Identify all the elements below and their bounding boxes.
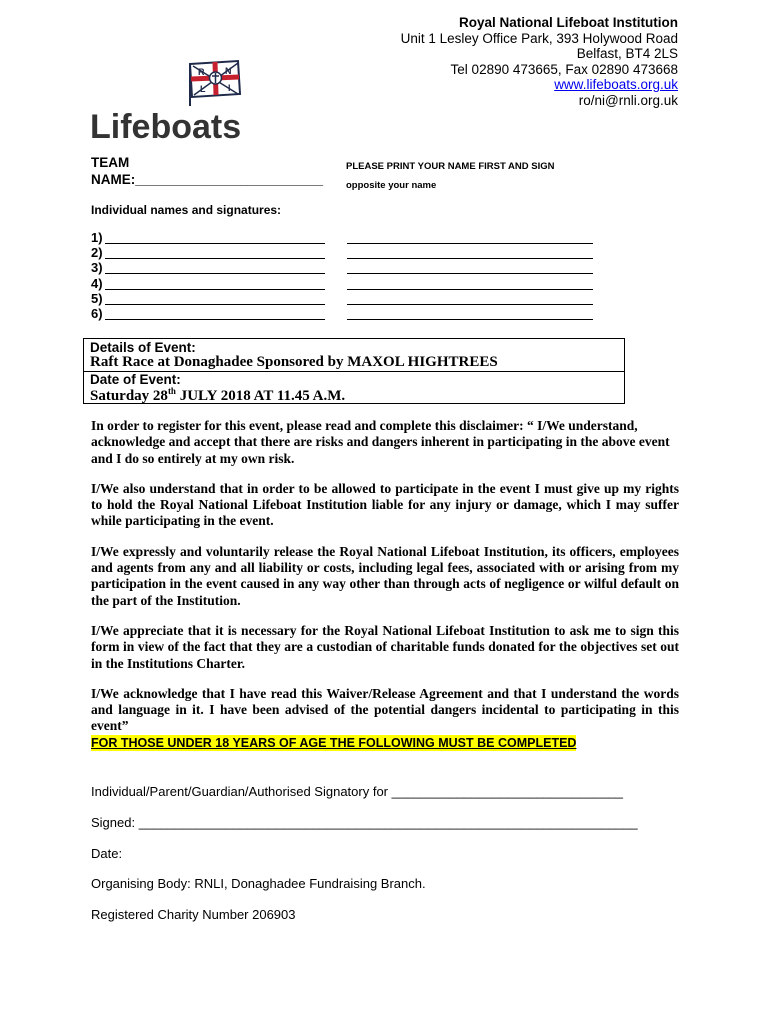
rnli-flag-icon bbox=[88, 58, 278, 142]
signature-line[interactable] bbox=[347, 276, 593, 290]
team-label: TEAM bbox=[91, 155, 130, 170]
row-number: 3) bbox=[91, 260, 103, 276]
signature-rows bbox=[91, 230, 593, 321]
signature-row bbox=[91, 276, 593, 291]
signature-row bbox=[91, 291, 593, 306]
address-line-2: Belfast, BT4 2LS bbox=[576, 46, 678, 62]
row-number: 1) bbox=[91, 230, 103, 245]
signature-row bbox=[91, 260, 593, 275]
signature-row bbox=[91, 230, 593, 245]
flag-letter-i: I bbox=[228, 83, 231, 93]
team-name-field[interactable] bbox=[91, 155, 323, 188]
rnli-logo bbox=[88, 58, 278, 142]
disclaimer-paragraph-5: I/We acknowledge that I have read this Waiver/Release Agreement and that I understand the words and language in it. I have been advised of the potential dangers incidental to participating in this event” bbox=[91, 685, 679, 734]
row-number: 6) bbox=[91, 306, 103, 322]
row-number: 5) bbox=[91, 290, 103, 306]
disclaimer-text bbox=[91, 418, 679, 751]
phone-fax: Tel 02890 473665, Fax 02890 473668 bbox=[450, 61, 678, 77]
signed-field[interactable]: Signed: _____________________________________________________________________ bbox=[91, 815, 638, 830]
disclaimer-paragraph-4: I/We appreciate that it is necessary for the Royal National Lifeboat Institution to ask me to sign this form in view of the fact that they are a custodian of charitable funds donated for the objectives set out in the Institutions Charter. bbox=[91, 622, 679, 671]
print-instructions bbox=[346, 157, 555, 195]
disclaimer-paragraph-2: I/We also understand that in order to be allowed to participate in the event I must give up my rights to hold the Royal National Lifeboat Institution liable for any injury or damage, which I may suffer while participating in the event. bbox=[91, 480, 679, 529]
address-line-1: Unit 1 Lesley Office Park, 393 Holywood Road bbox=[400, 30, 678, 46]
signature-line[interactable] bbox=[347, 260, 593, 274]
event-details-label: Details of Event: bbox=[90, 340, 196, 355]
logo-wordmark: Lifeboats bbox=[90, 108, 242, 142]
event-date-label: Date of Event: bbox=[90, 372, 181, 387]
signature-line[interactable] bbox=[347, 306, 593, 320]
email-address: ro/ni@rnli.org.uk bbox=[578, 92, 678, 108]
name-line[interactable] bbox=[105, 276, 325, 290]
flag-letter-l: L bbox=[200, 84, 206, 94]
signature-row bbox=[91, 245, 593, 260]
print-note-line-2: opposite your name bbox=[346, 180, 437, 191]
org-address-block bbox=[401, 15, 678, 109]
name-line[interactable] bbox=[105, 230, 325, 244]
name-line[interactable] bbox=[105, 306, 325, 320]
signatory-field[interactable]: Individual/Parent/Guardian/Authorised Signatory for ________________________________ bbox=[91, 784, 623, 799]
row-number: 2) bbox=[91, 245, 103, 261]
website-link[interactable]: www.lifeboats.org.uk bbox=[554, 77, 678, 93]
org-name: Royal National Lifeboat Institution bbox=[459, 15, 678, 30]
print-note-line-1: PLEASE PRINT YOUR NAME FIRST AND SIGN bbox=[346, 161, 555, 172]
event-date-value: Saturday 28th JULY 2018 AT 11.45 A.M. bbox=[90, 386, 346, 404]
flag-letter-n: N bbox=[225, 66, 232, 76]
charity-number: Registered Charity Number 206903 bbox=[91, 907, 296, 922]
signature-row bbox=[91, 306, 593, 321]
organising-body: Organising Body: RNLI, Donaghadee Fundraising Branch. bbox=[91, 876, 426, 891]
event-details-box bbox=[83, 338, 625, 404]
flag-letter-r: R bbox=[198, 67, 205, 77]
individuals-heading: Individual names and signatures: bbox=[91, 203, 282, 217]
disclaimer-paragraph-3: I/We expressly and voluntarily release the Royal National Lifeboat Institution, its officers, employees and agents from any and all liability or costs, including legal fees, associated with or arising from my participation in the event caused in any way other than through acts of negligence or wilful default on the part of the Institution. bbox=[91, 543, 679, 608]
name-line[interactable] bbox=[105, 260, 325, 274]
name-line[interactable] bbox=[105, 245, 325, 259]
row-number: 4) bbox=[91, 275, 103, 291]
signature-line[interactable] bbox=[347, 245, 593, 259]
signature-line[interactable] bbox=[347, 230, 593, 244]
name-line[interactable] bbox=[105, 291, 325, 305]
date-field[interactable]: Date: bbox=[91, 846, 123, 861]
under-18-notice: FOR THOSE UNDER 18 YEARS OF AGE THE FOLLOWING MUST BE COMPLETED bbox=[91, 735, 577, 750]
disclaimer-paragraph-1: In order to register for this event, please read and complete this disclaimer: “ I/We understand, acknowledge and accept that there are risks and dangers inherent in participating in the above event and I do so entirely at my own risk. bbox=[91, 418, 670, 466]
signature-line[interactable] bbox=[347, 291, 593, 305]
team-name-line[interactable]: NAME:_________________________ bbox=[91, 171, 323, 187]
event-details-value: Raft Race at Donaghadee Sponsored by MAXOL HIGHTREES bbox=[90, 354, 498, 370]
